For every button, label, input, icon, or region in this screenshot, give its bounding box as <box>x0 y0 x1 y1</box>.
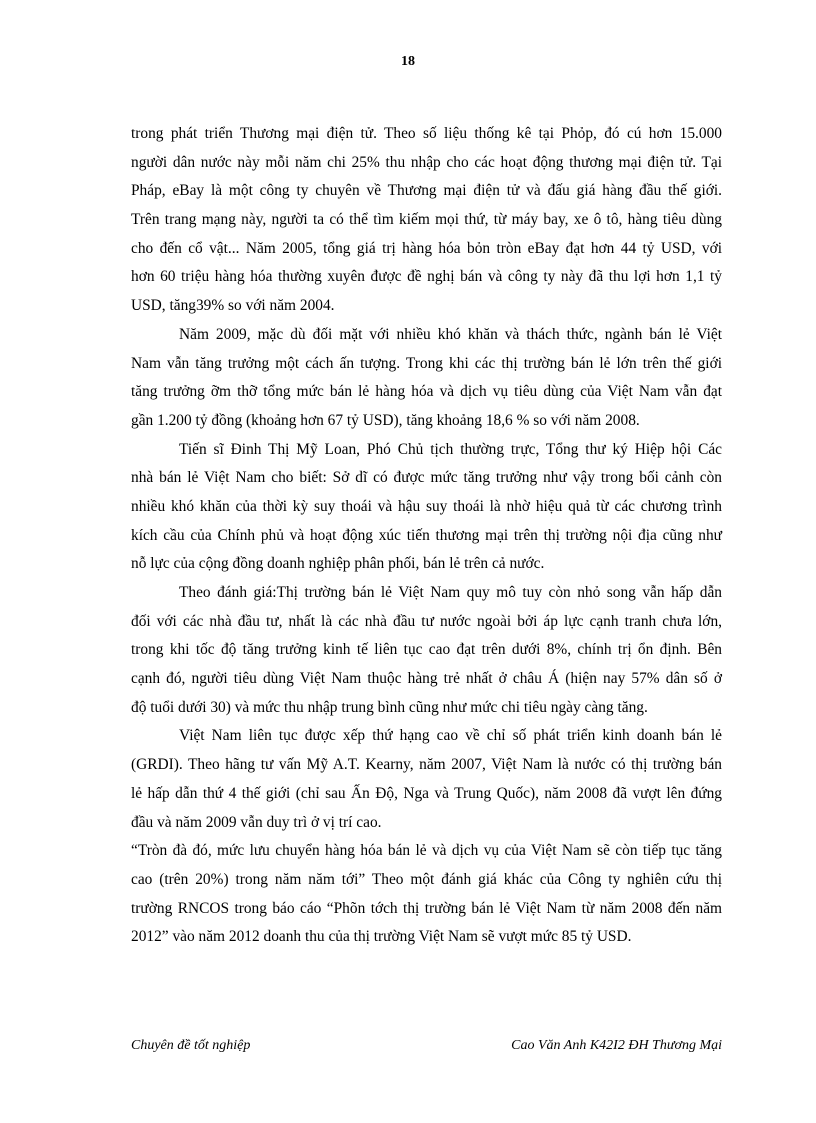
body-text <box>131 120 722 952</box>
text-line: hơn 60 triệu hàng hóa thường xuyên được đề nghị bán và công ty này đã thu lợi hơn 1,1 tỷ <box>131 268 722 286</box>
text-line: Việt Nam liên tục được xếp thứ hạng cao về chỉ số phát triển kinh doanh bán lẻ <box>179 727 722 745</box>
text-line: trường RNCOS trong báo cáo “Phõn tớch thị trường bán lẻ Việt Nam từ năm 2008 đến năm <box>131 899 722 917</box>
text-line: nhiều khó khăn của thời kỳ suy thoái và hậu suy thoái là nhờ hiệu quả từ các chương trình <box>131 497 722 515</box>
text-line: Theo đánh giá:Thị trường bán lẻ Việt Nam quy mô tuy còn nhỏ song vẫn hấp dẫn <box>179 584 722 601</box>
text-line: cao (trên 20%) trong năm năm tới” Theo một đánh giá khác của Công ty nghiên cứu thị <box>131 870 722 888</box>
text-line: Trên trang mạng này, người ta có thể tìm kiếm mọi thứ, từ máy bay, xe ô tô, hàng tiêu dùng <box>131 211 722 229</box>
text-line: tăng trưởng ỡm thỡ tổng mức bán lẻ hàng hóa và dịch vụ tiêu dùng của Việt Nam vẫn đạt <box>131 383 722 401</box>
text-line: Pháp, eBay là một công ty chuyên về Thương mại điện tử và đấu giá hàng đầu thế giới. <box>131 182 722 200</box>
text-line: (GRDI). Theo hãng tư vấn Mỹ A.T. Kearny, năm 2007, Việt Nam là nước có thị trường bán <box>131 756 722 774</box>
text-line: “Tròn đà đó, mức lưu chuyển hàng hóa bán lẻ và dịch vụ của Việt Nam sẽ còn tiếp tục tăng <box>131 842 722 860</box>
text-line: 2012” vào năm 2012 doanh thu của thị trường Việt Nam sẽ vượt mức 85 tỷ USD. <box>131 928 632 946</box>
text-line: đối với các nhà đầu tư, nhất là các nhà đầu tư nước ngoài bởi áp lực cạnh tranh chưa lớn, <box>131 612 722 630</box>
text-line: kích cầu của Chính phủ và hoạt động xúc tiến thương mại trên thị trường nội địa cũng như <box>131 526 722 544</box>
text-line: USD, tăng39% so với năm 2004. <box>131 297 335 315</box>
text-line: đầu và năm 2009 vẫn duy trì ở vị trí cao. <box>131 813 382 831</box>
text-line: gần 1.200 tỷ đồng (khoảng hơn 67 tỷ USD), tăng khoảng 18,6 % so với năm 2008. <box>131 411 640 429</box>
text-line: Nam vẫn tăng trưởng một cách ấn tượng. Trong khi các thị trường bán lẻ lớn trên thế giới <box>131 354 722 372</box>
text-line: trong khi tốc độ tăng trưởng kinh tế liên tục cao đạt trên dưới 8%, chính trị ổn định. Bên <box>131 641 722 659</box>
text-line: Năm 2009, mặc dù đối mặt với nhiều khó khăn và thách thức, ngành bán lẻ Việt <box>179 325 722 343</box>
text-line: nỗ lực của cộng đồng doanh nghiệp phân phối, bán lẻ trên cả nước. <box>131 555 545 573</box>
page-number: 18 <box>401 54 415 69</box>
text-line: cho đến cổ vật... Năm 2005, tổng giá trị hàng hóa bỏn tròn eBay đạt hơn 44 tỷ USD, với <box>131 239 722 257</box>
text-line: cạnh đó, người tiêu dùng Việt Nam thuộc hàng trẻ nhất ở châu Á (hiện nay 57% dân số ở <box>131 670 722 688</box>
text-line: trong phát triển Thương mại điện tử. Theo số liệu thống kê tại Phỏp, đó cú hơn 15.000 <box>131 125 722 142</box>
text-line: độ tuổi dưới 30) và mức thu nhập trung bình cũng như mức chi tiêu ngày càng tăng. <box>131 698 648 716</box>
text-line: người dân nước này mỗi năm chi 25% thu nhập cho các hoạt động thương mại điện tử. Tại <box>131 153 722 171</box>
text-line: nhà bán lẻ Việt Nam cho biết: Sở dĩ có được mức tăng trưởng như vậy trong bối cảnh còn <box>131 469 722 487</box>
footer-left-text: Chuyên đề tốt nghiệp <box>131 1038 251 1053</box>
text-line: lẻ hấp dẫn thứ 4 thế giới (chỉ sau Ấn Độ, Nga và Trung Quốc), năm 2008 đã vượt lên đứng <box>131 784 722 802</box>
footer-right-text: Cao Văn Anh K42I2 ĐH Thương Mại <box>511 1038 722 1053</box>
text-line: Tiến sĩ Đinh Thị Mỹ Loan, Phó Chủ tịch thường trực, Tổng thư ký Hiệp hội Các <box>179 440 722 458</box>
page-footer <box>131 1036 722 1056</box>
